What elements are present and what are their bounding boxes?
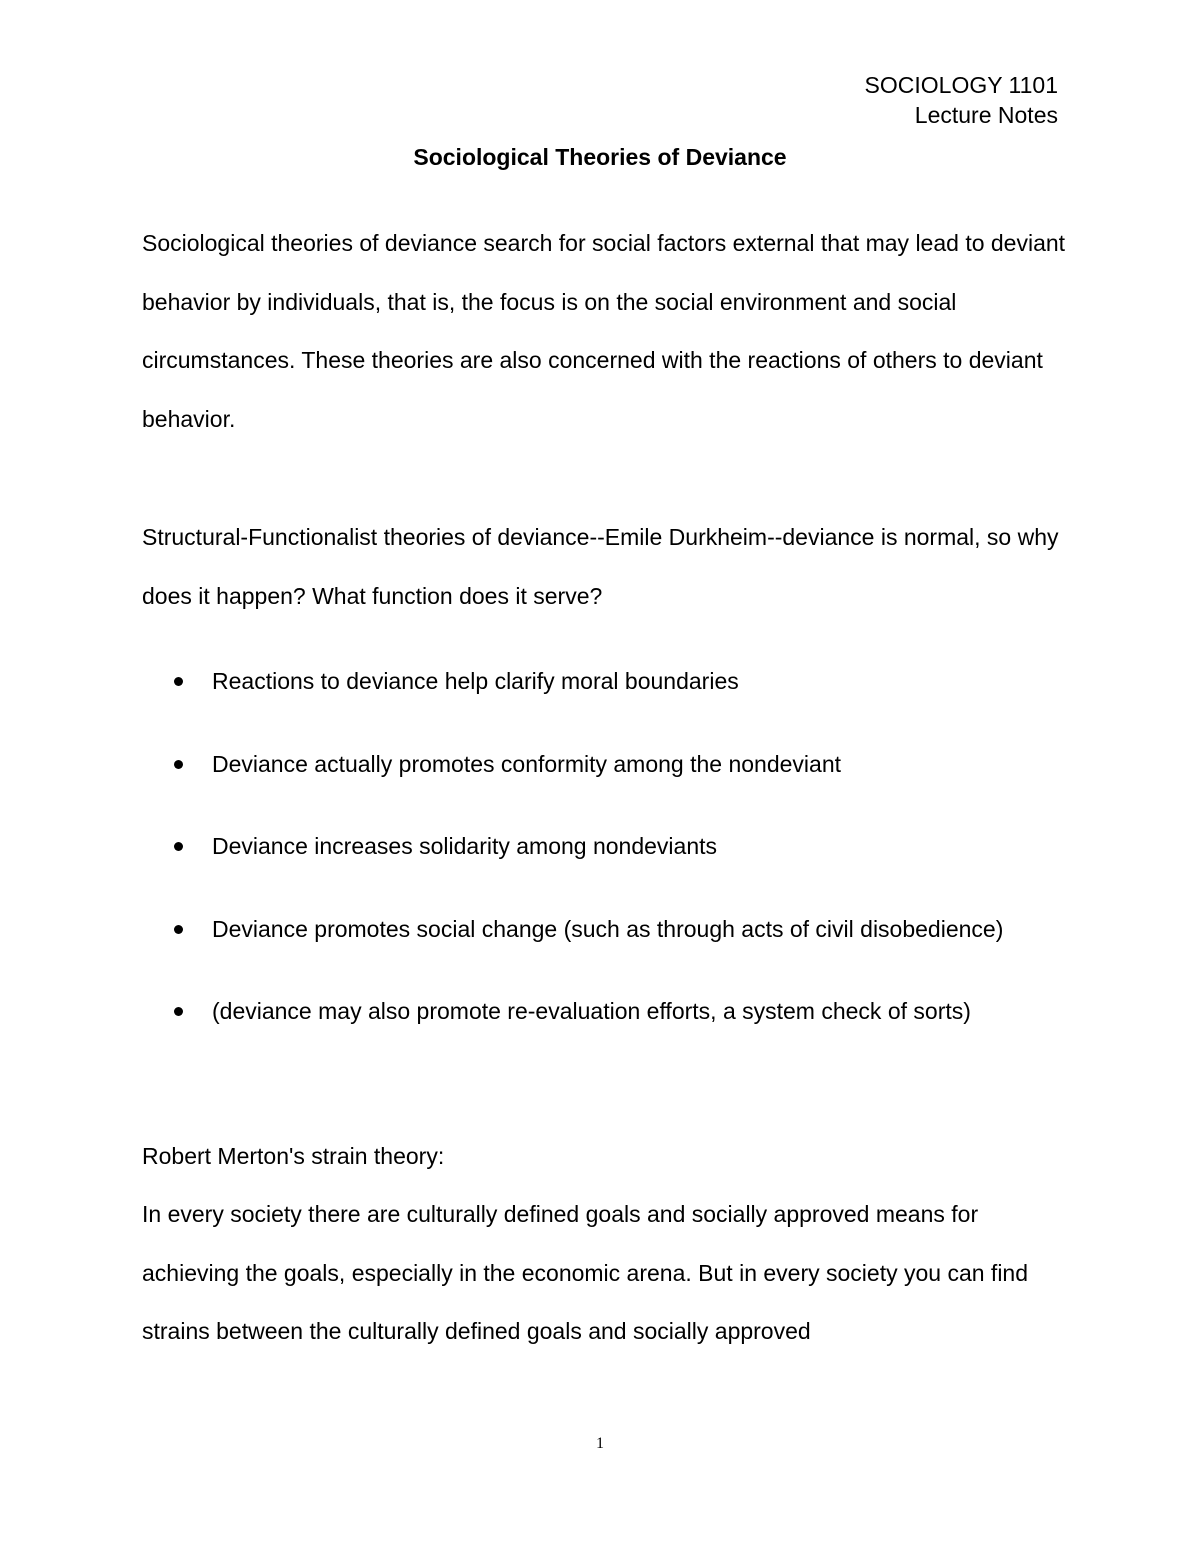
bullet-dot-icon — [174, 842, 183, 851]
course-code: SOCIOLOGY 1101 — [864, 72, 1058, 98]
bullet-item — [142, 982, 1072, 1041]
bullet-text: (deviance may also promote re-evaluation efforts, a system check of sorts) — [212, 998, 971, 1024]
bullet-text: Deviance promotes social change (such as through acts of civil disobedience) — [212, 915, 1004, 942]
bullet-dot-icon — [174, 760, 183, 769]
bullet-item — [142, 652, 1072, 711]
bullet-text: Reactions to deviance help clarify moral boundaries — [212, 668, 739, 694]
functions-bullet-list — [142, 652, 1072, 1065]
structural-functionalist-paragraph: Structural-Functionalist theories of deviance--Emile Durkheim--deviance is normal, so why does it happen? What function does it serve? — [142, 524, 1059, 609]
intro-paragraph: Sociological theories of deviance search for social factors external that may lead to deviant behavior by individuals, that is, the focus is on the social environment and social circumstances. These theories are also concerned with the reactions of others to deviant behavior. — [142, 230, 1066, 432]
bullet-dot-icon — [174, 677, 183, 686]
merton-paragraph: In every society there are culturally defined goals and socially approved means for achieving the goals, especially in the economic arena. But in every society you can find strains between the culturally defined goals and socially approved — [142, 1201, 1029, 1344]
header-subtitle: Lecture Notes — [914, 102, 1058, 128]
document-title: Sociological Theories of Deviance — [413, 144, 787, 170]
bullet-dot-icon — [174, 925, 183, 934]
bullet-item — [142, 900, 1072, 959]
document-header — [865, 70, 1058, 130]
bullet-text: Deviance actually promotes conformity among the nondeviant — [212, 750, 842, 777]
bullet-dot-icon — [174, 1007, 183, 1016]
bullet-item — [142, 817, 1072, 876]
merton-heading: Robert Merton's strain theory: — [142, 1143, 445, 1169]
bullet-text: Deviance increases solidarity among nondeviants — [212, 833, 718, 859]
bullet-item — [142, 735, 1072, 794]
page-number: 1 — [596, 1435, 604, 1452]
